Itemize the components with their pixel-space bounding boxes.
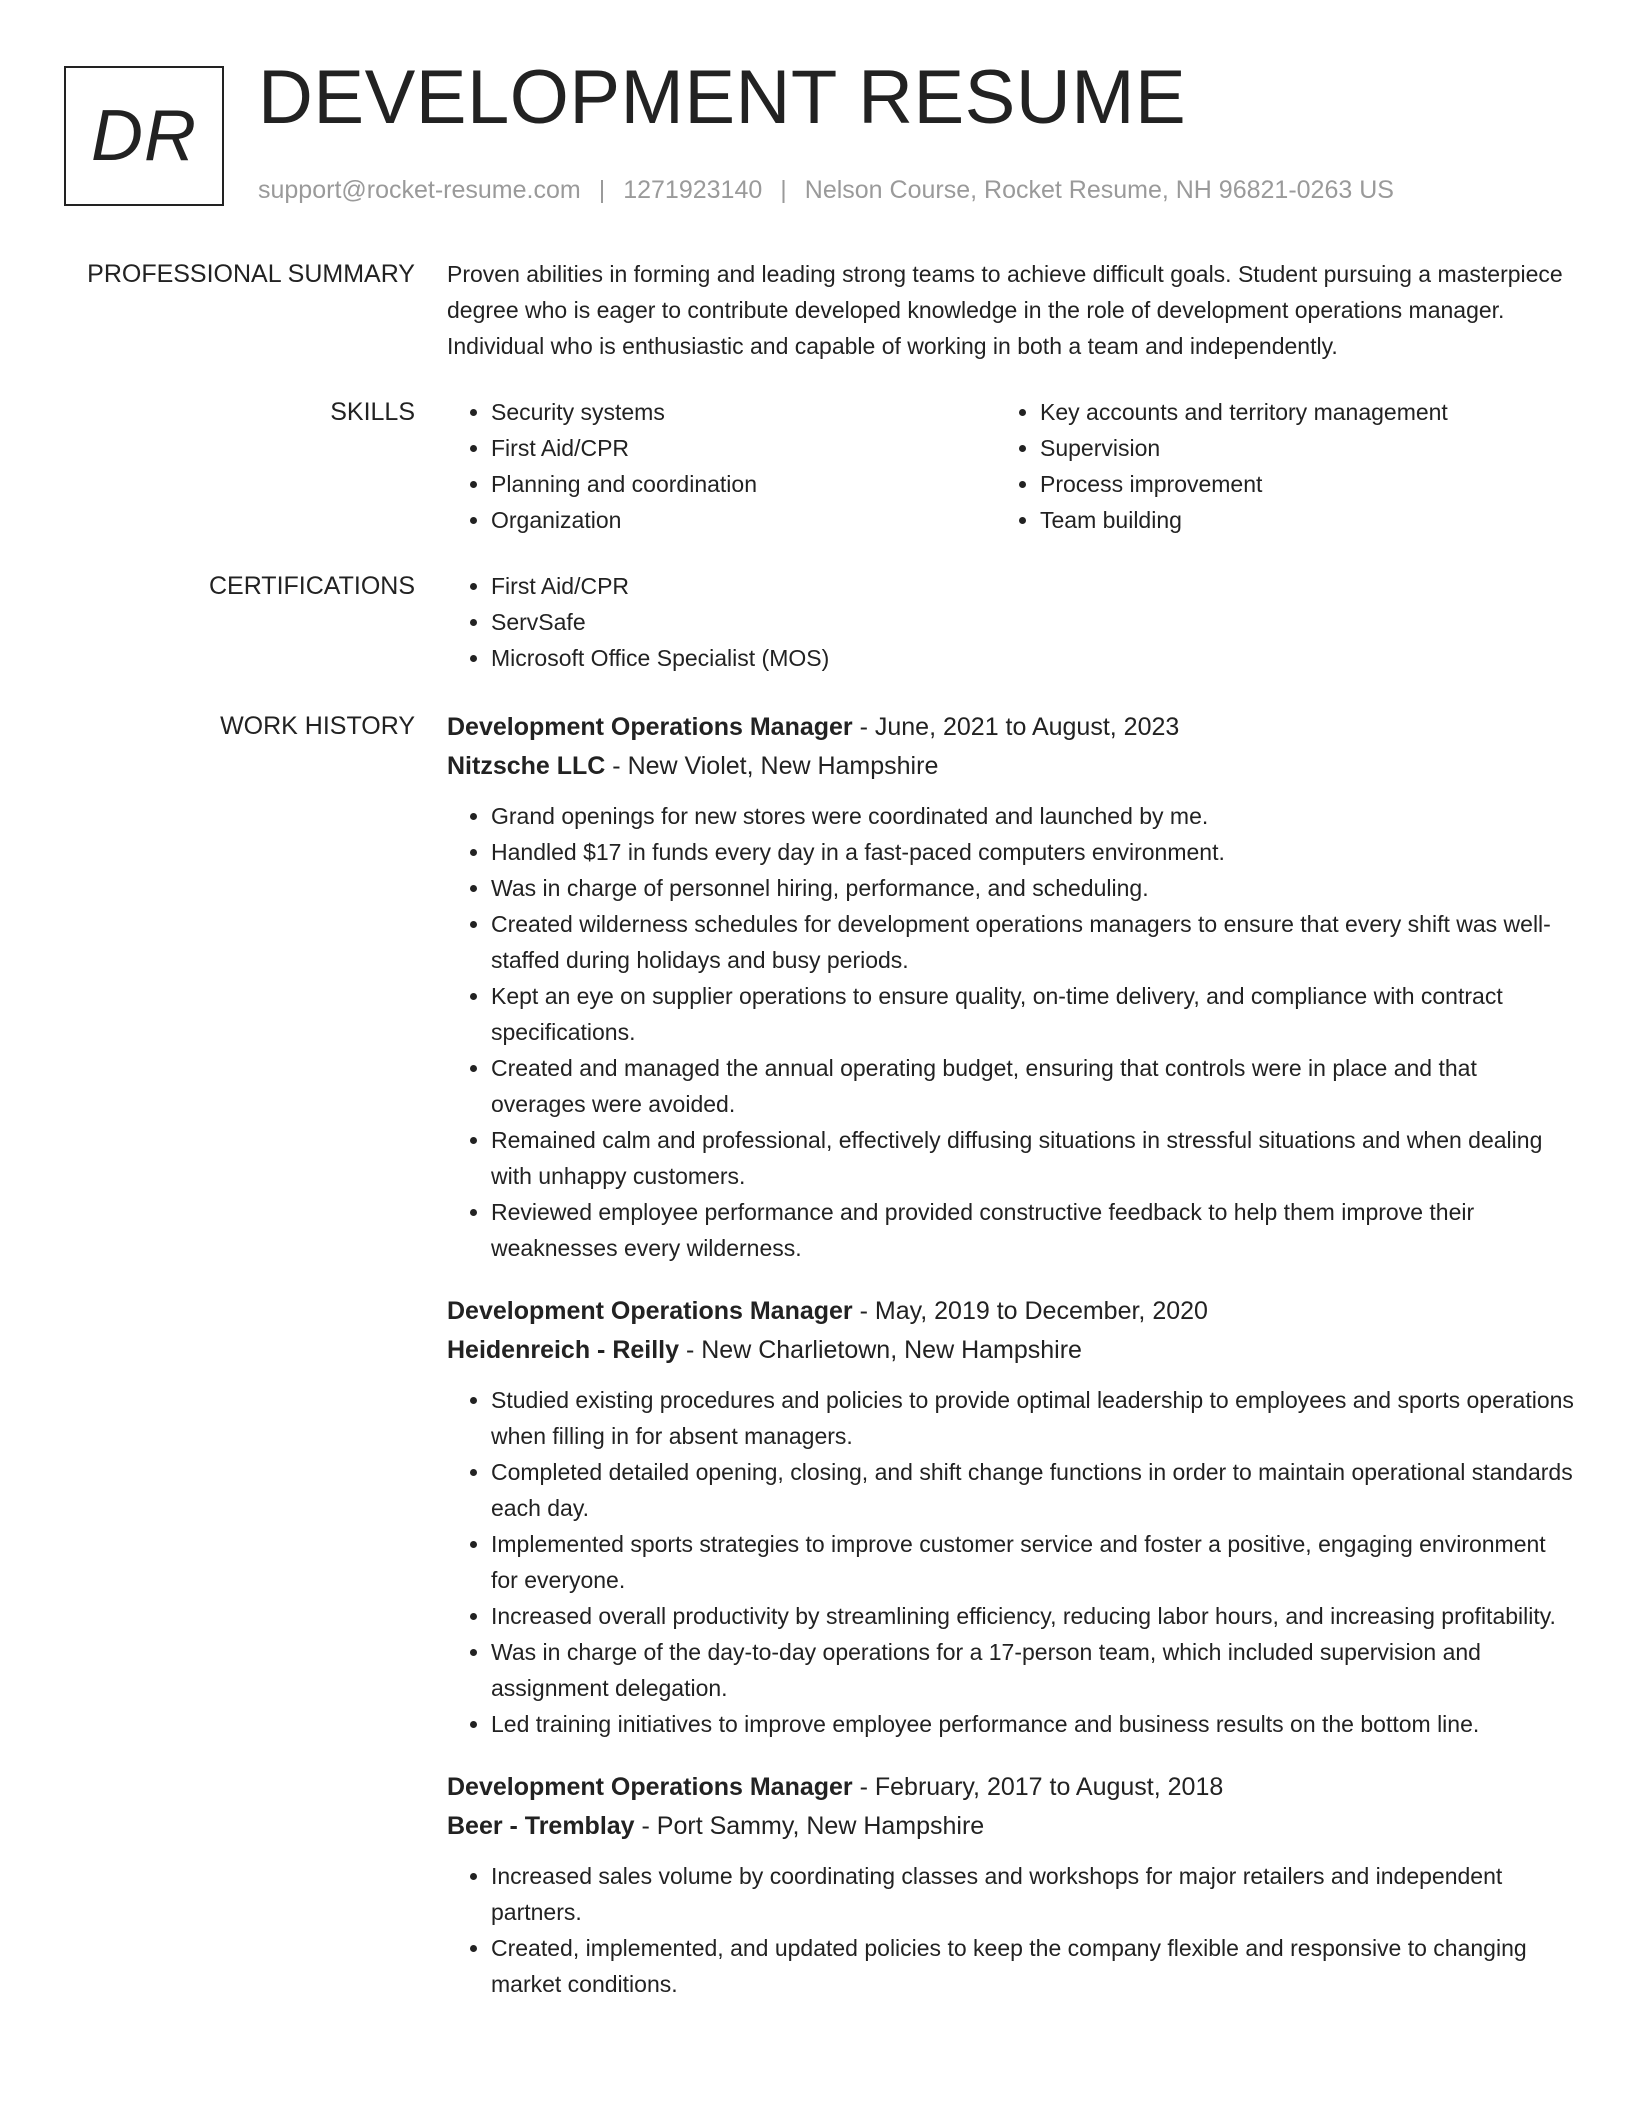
contact-address: Nelson Course, Rocket Resume, NH 96821-0263 US (804, 176, 1394, 204)
skill-item: • Organization (491, 502, 996, 538)
skill-item: • Process improvement (1040, 466, 1545, 502)
contact-phone: 1271923140 (623, 176, 763, 204)
job-title-line (447, 708, 1577, 747)
job-title: Development Operations Manager (447, 1297, 853, 1325)
skill-item: • First Aid/CPR (491, 430, 996, 466)
section-body-certifications (447, 568, 1577, 676)
monogram-initials: DR (91, 96, 197, 176)
monogram-box (64, 66, 224, 206)
job-company-line (447, 1807, 1577, 1846)
job-bullets (447, 798, 1577, 1266)
job-bullet: • Was in charge of personnel hiring, performance, and scheduling. (491, 870, 1577, 906)
job-bullets (447, 1858, 1577, 2002)
job-company: Nitzsche LLC (447, 752, 606, 780)
job-dates: - February, 2017 to August, 2018 (852, 1773, 1224, 1801)
job-bullets (447, 1382, 1577, 1742)
section-body-summary (447, 256, 1577, 364)
job-entry (447, 708, 1577, 1266)
job-bullet: • Created and managed the annual operating budget, ensuring that controls were in place and that overages were avoided. (491, 1050, 1577, 1122)
job-bullet: • Implemented sports strategies to improve customer service and foster a positive, engaging environment for everyone. (491, 1526, 1577, 1598)
skill-item: • Team building (1040, 502, 1545, 538)
job-company: Heidenreich - Reilly (447, 1336, 680, 1364)
contact-separator: | (598, 176, 606, 204)
skills-grid (447, 394, 1577, 538)
job-bullet: • Grand openings for new stores were coordinated and launched by me. (491, 798, 1577, 834)
section-certifications (0, 568, 1632, 676)
job-bullet: • Studied existing procedures and policies to provide optimal leadership to employees and sports operations when filling in for absent managers. (491, 1382, 1577, 1454)
job-dates: - May, 2019 to December, 2020 (852, 1297, 1208, 1325)
skill-item: • Security systems (491, 394, 996, 430)
contact-separator: | (780, 176, 787, 204)
job-bullet: • Reviewed employee performance and provided constructive feedback to help them improve their weaknesses every wilderness. (491, 1194, 1577, 1266)
contact-line (258, 176, 1394, 205)
skills-list-right (996, 394, 1545, 538)
resume-content (0, 256, 1632, 2056)
skill-item: • Key accounts and territory management (1040, 394, 1545, 430)
job-bullet: • Led training initiatives to improve employee performance and business results on the bottom line. (491, 1706, 1577, 1742)
job-location: - New Violet, New Hampshire (605, 752, 939, 780)
certification-item: • ServSafe (491, 604, 1577, 640)
section-label-summary: PROFESSIONAL SUMMARY (87, 260, 415, 288)
section-summary (0, 256, 1632, 364)
contact-email: support@rocket-resume.com (258, 176, 581, 204)
job-location: - Port Sammy, New Hampshire (634, 1812, 985, 1840)
job-title-line (447, 1768, 1577, 1807)
job-bullet: • Created wilderness schedules for development operations managers to ensure that every shift was well-staffed during holidays and busy periods. (491, 906, 1577, 978)
summary-text: Proven abilities in forming and leading strong teams to achieve difficult goals. Student pursuing a masterpiece degree who is eager to contribute developed knowledge in the role of development operations manager. Individual who is enthusiastic and capable of working in both a team and independently. (447, 261, 1563, 359)
job-company-line (447, 1331, 1577, 1370)
certification-item: • Microsoft Office Specialist (MOS) (491, 640, 1577, 676)
job-title: Development Operations Manager (447, 1773, 853, 1801)
job-dates: - June, 2021 to August, 2023 (852, 713, 1180, 741)
job-company-line (447, 747, 1577, 786)
skills-list-left (447, 394, 996, 538)
job-bullet: • Remained calm and professional, effectively diffusing situations in stressful situations and when dealing with unhappy customers. (491, 1122, 1577, 1194)
job-bullet: • Handled $17 in funds every day in a fast-paced computers environment. (491, 834, 1577, 870)
section-skills (0, 394, 1632, 538)
job-title: Development Operations Manager (447, 713, 853, 741)
section-label-work-history: WORK HISTORY (220, 712, 415, 740)
certifications-list (447, 568, 1577, 676)
certification-item: • First Aid/CPR (491, 568, 1577, 604)
job-entry (447, 1768, 1577, 2002)
section-label-certifications: CERTIFICATIONS (208, 572, 415, 600)
skill-item: • Planning and coordination (491, 466, 996, 502)
section-body-work-history (447, 708, 1577, 2028)
job-bullet: • Created, implemented, and updated policies to keep the company flexible and responsive to changing market conditions. (491, 1930, 1577, 2002)
skill-item: • Supervision (1040, 430, 1545, 466)
job-company: Beer - Tremblay (447, 1812, 635, 1840)
job-bullet: • Kept an eye on supplier operations to ensure quality, on-time delivery, and compliance with contract specifications. (491, 978, 1577, 1050)
section-label-skills: SKILLS (330, 398, 415, 426)
section-work-history (0, 708, 1632, 2028)
job-bullet: • Was in charge of the day-to-day operations for a 17-person team, which included supervision and assignment delegation. (491, 1634, 1577, 1706)
job-location: - New Charlietown, New Hampshire (679, 1336, 1082, 1364)
job-bullet: • Increased overall productivity by streamlining efficiency, reducing labor hours, and increasing profitability. (491, 1598, 1577, 1634)
job-entry (447, 1292, 1577, 1742)
job-title-line (447, 1292, 1577, 1331)
job-bullet: • Increased sales volume by coordinating classes and workshops for major retailers and independent partners. (491, 1858, 1577, 1930)
resume-name: DEVELOPMENT RESUME (258, 55, 1187, 140)
job-bullet: • Completed detailed opening, closing, and shift change functions in order to maintain operational standards each day. (491, 1454, 1577, 1526)
